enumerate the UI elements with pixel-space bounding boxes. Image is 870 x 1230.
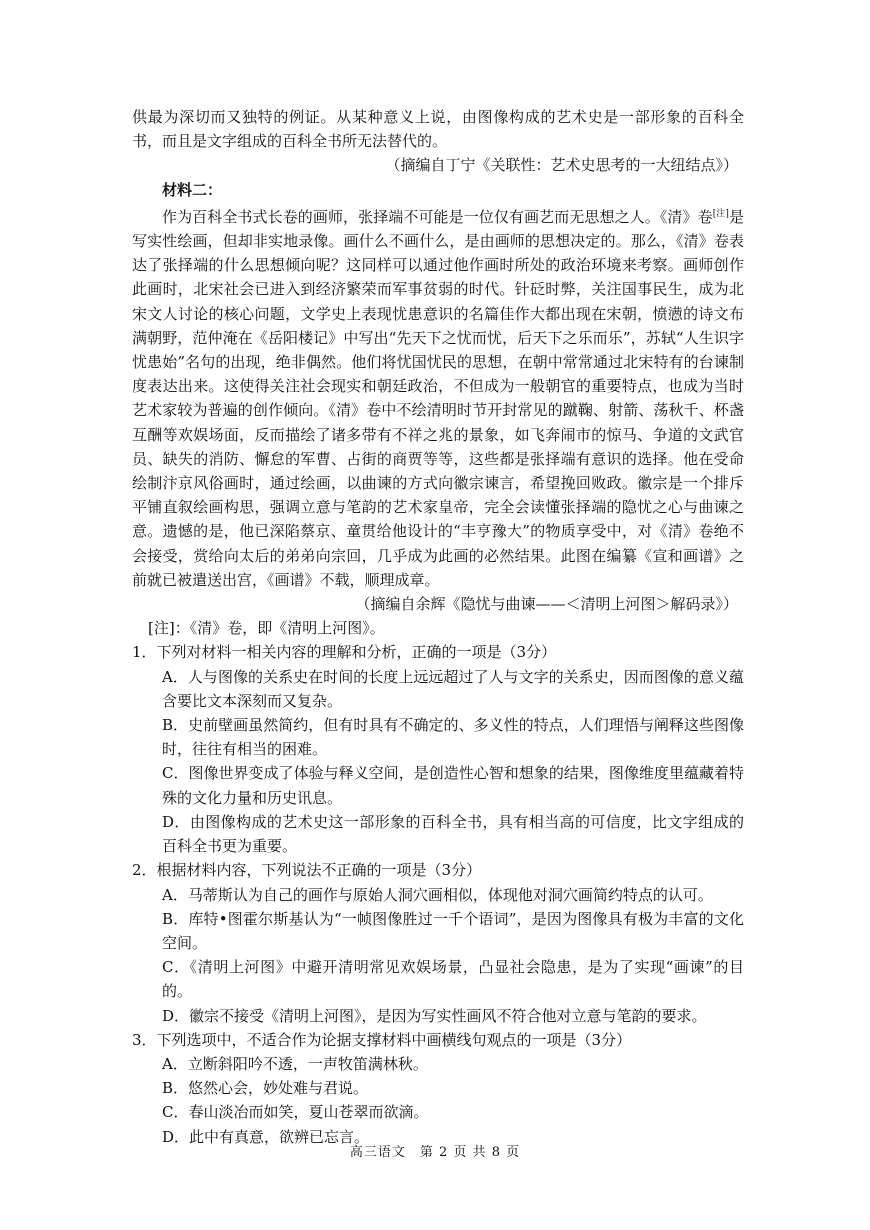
page-content xyxy=(132,105,744,1149)
material2-body-cont: 是写实性绘画，但却非实地录像。画什么不画什么，是由画师的思想决定的。那么，《清》卷表达了张择端的什么思想倾向呢？这同样可以通过他作画时所处的政治环境来考察。画师创作此画时，北宋社会已进入到经济繁荣而军事贫弱的时代。针砭时弊，关注国事民生，成为北宋文人讨论的核心问题，文学史上表现忧患意识的名篇佳作大都出现在宋朝，愤懑的诗文布满朝野，范仲淹在《岳阳楼记》中写出“先天下之忧而忧，后天下之乐而乐”，苏轼“人生识字忧患始”名句的出现，绝非偶然。他们将忧国忧民的思想，在朝中常常通过北宋特有的台谏制度表达出来。这使得关注社会现实和朝廷政治，不但成为一般朝官的重要特点，也成为当时艺术家较为普遍的创作倾向。《清》卷中不绘清明时节开封常见的蹴鞠、射箭、荡秋千、杯盏互酬等欢娱场面，反而描绘了诸多带有不祥之兆的景象，如飞奔闹市的惊马、争道的文武官员、缺失的消防、懈怠的军曹、占街的商贾等等，这些都是张择端有意识的选择。他在受命绘制汴京风俗画时，通过绘画，以曲谏的方式向徽宗谏言，希望挽回败政。徽宗是一个排斥平铺直叙绘画构思，强调立意与笔韵的艺术家皇帝，完全会读懂张择端的隐忧之心与曲谏之意。遗憾的是，他已深陷蔡京、童贯给他设计的“丰亨豫大”的物质享受中，对《清》卷绝不会接受，赏给向太后的弟弟向宗回，几乎成为此画的必然结果。此图在编纂《宣和画谱》之前就已被遣送出宫，《画谱》不载，顺理成章。 xyxy=(132,207,744,589)
question-1-option-b: B．史前壁画虽然简约，但有时具有不确定的、多义性的特点，人们理悟与阐释这些图像时，往往有相当的困难。 xyxy=(162,716,744,759)
question-1-option-c: C．图像世界变成了体验与释义空间，是创造性心智和想象的结果，图像维度里蕴藏着特殊的文化力量和历史讯息。 xyxy=(162,764,744,807)
question-3-option-a: A．立断斜阳吟不透，一声牧笛满林秋。 xyxy=(162,1054,428,1073)
question-3 xyxy=(132,1028,744,1149)
material1-tail-text: 供最为深切而又独特的例证。从某种意义上说，由图像构成的艺术史是一部形象的百科全书，而且是文字组成的百科全书所无法替代的。 xyxy=(132,108,744,151)
material2-citation: （摘编自余辉《隐忧与曲谏——＜清明上河图＞解码录》） xyxy=(355,595,738,614)
question-1 xyxy=(132,640,744,858)
question-2-option-b: B．库特•图霍尔斯基认为“一帧图像胜过一千个语词”，是因为图像具有极为丰富的文化空间。 xyxy=(162,909,744,952)
question-2-option-d: D．徽宗不接受《清明上河图》，是因为写实性画风不符合他对立意与笔韵的要求。 xyxy=(162,1006,707,1025)
question-3-option-d: D．此中有真意，欲辨已忘言。 xyxy=(162,1127,370,1146)
note-marker: [注] xyxy=(712,208,729,219)
question-2 xyxy=(132,858,744,1027)
question-2-stem: 2．根据材料内容，下列说法不正确的一项是（3分） xyxy=(132,861,482,880)
question-2-option-a: A．马蒂斯认为自己的画作与原始人洞穴画相似，体现他对洞穴画简约特点的认可。 xyxy=(162,885,713,904)
question-3-option-b: B．悠然心会，妙处难与君说。 xyxy=(162,1079,369,1098)
material2-body xyxy=(132,202,744,592)
question-3-option-c: C．春山淡冶而如笑，夏山苍翠而欲滴。 xyxy=(162,1103,429,1122)
material2-body-start: 作为百科全书式长卷的画师，张择端不可能是一位仅有画艺而无思想之人。《清》卷 xyxy=(162,207,713,226)
question-3-stem: 3．下列选项中，不适合作为论据支撑材料中画横线句观点的一项是（3分） xyxy=(132,1030,632,1049)
material1-citation: （摘编自丁宁《关联性：艺术史思考的一大纽结点》） xyxy=(385,156,738,175)
question-1-stem: 1．下列对材料一相关内容的理解和分析，正确的一项是（3分） xyxy=(132,643,557,662)
question-1-option-d: D．由图像构成的艺术史这一部形象的百科全书，具有相当高的可信度，比文字组成的百科全书更为重要。 xyxy=(162,812,744,856)
question-2-option-c: C．《清明上河图》中避开清明常见欢娱场景，凸显社会隐患，是为了实现“画谏”的目的。 xyxy=(162,958,744,1001)
page-footer: 高三语文 第 2 页 共 8 页 xyxy=(349,1145,521,1160)
material2-heading: 材料二： xyxy=(162,180,223,199)
material2-note: [注]：《清》卷，即《清明上河图》。 xyxy=(148,619,385,638)
question-1-option-a: A．人与图像的关系史在时间的长度上远远超过了人与文字的关系史，因而图像的意义蕴含要比文本深刻而又复杂。 xyxy=(162,667,744,710)
